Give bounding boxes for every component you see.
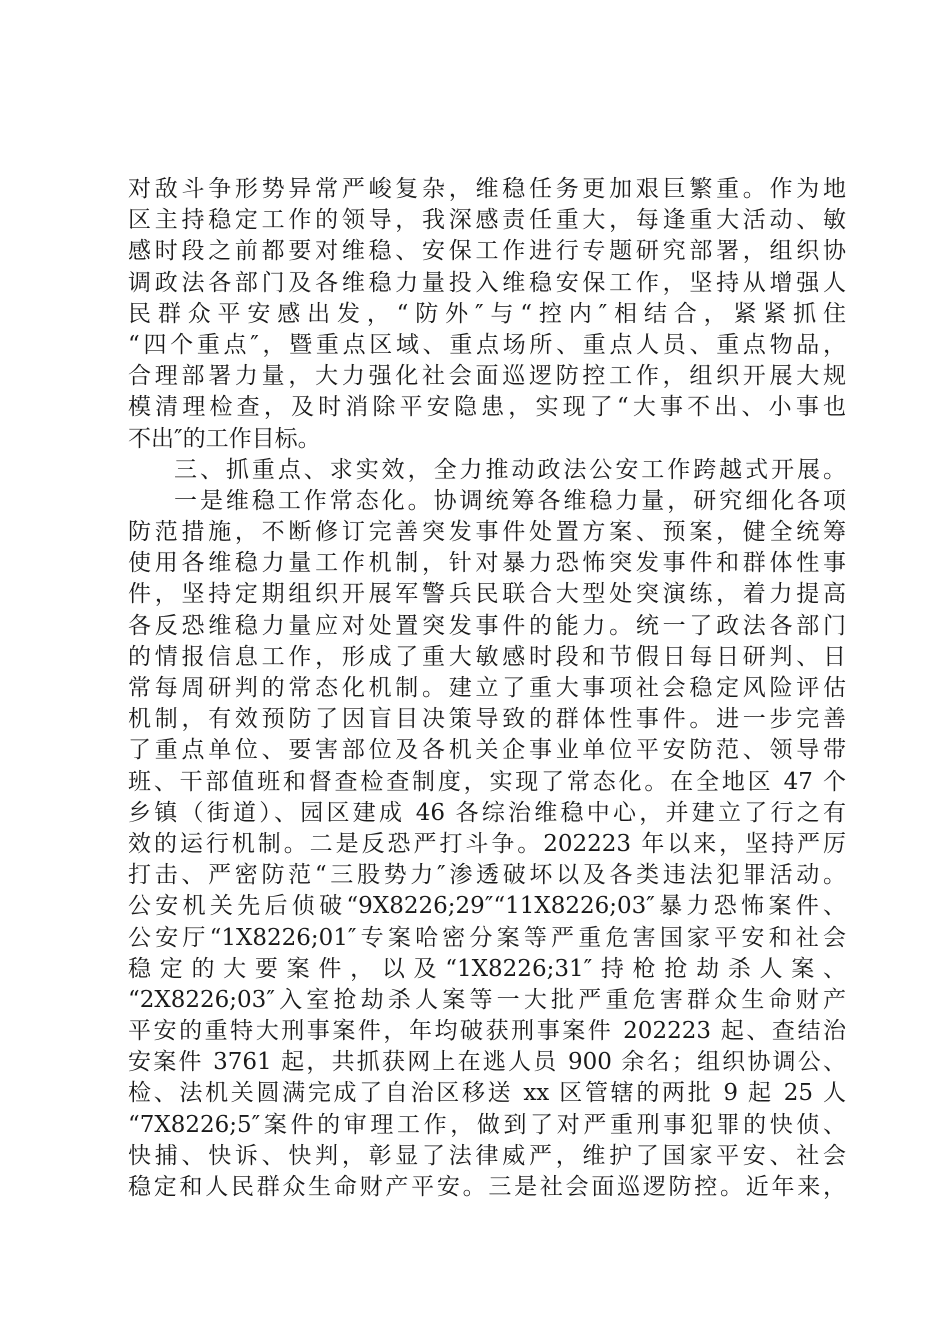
text-line: 稳定和人民群众生命财产平安。三是社会面巡逻防控。近年来， xyxy=(128,1174,846,1200)
text-line: 民群众平安感出发，“防外″与“控内″相结合，紧紧抓住 xyxy=(128,300,846,327)
text-line: 使用各维稳力量工作机制，针对暴力恐怖突发事件和群体性事 xyxy=(128,550,846,577)
document-page xyxy=(128,174,846,1203)
text-line: 区主持稳定工作的领导，我深感责任重大，每逢重大活动、敏 xyxy=(128,207,846,234)
text-line: 效的运行机制。二是反恐严打斗争。202223 年以来，坚持严厉 xyxy=(128,830,846,857)
text-line: 件，坚持定期组织开展军警兵民联合大型处突演练，着力提高 xyxy=(128,581,846,608)
text-line: 稳定的大要案件，以及“1X8226;31″持枪抢劫杀人案、 xyxy=(128,955,846,982)
text-line: 打击、严密防范“三股势力″渗透破坏以及各类违法犯罪活动。 xyxy=(128,862,846,889)
text-line: 各反恐维稳力量应对处置突发事件的能力。统一了政法各部门 xyxy=(128,612,846,639)
text-line: “四个重点″，暨重点区域、重点场所、重点人员、重点物品， xyxy=(128,331,846,358)
section-heading: 三、抓重点、求实效，全力推动政法公安工作跨越式开展。 xyxy=(174,456,846,483)
text-line: 班、干部值班和督查检查制度，实现了常态化。在全地区 47 个 xyxy=(128,768,846,795)
text-line: 对敌斗争形势异常严峻复杂，维稳任务更加艰巨繁重。作为地 xyxy=(128,176,846,202)
text-line: 一是维稳工作常态化。协调统筹各维稳力量，研究细化各项 xyxy=(174,487,846,514)
text-line: 公安厅“1X8226;01″专案哈密分案等严重危害国家平安和社会 xyxy=(128,924,846,951)
text-line: “2X8226;03″入室抢劫杀人案等一大批严重危害群众生命财产 xyxy=(128,986,846,1013)
text-line: 检、法机关圆满完成了自治区移送 xx 区管辖的两批 9 起 25 人 xyxy=(128,1080,846,1107)
text-line: 不出″的工作目标。 xyxy=(128,425,321,452)
text-line: 合理部署力量，大力强化社会面巡逻防控工作，组织开展大规 xyxy=(128,363,846,390)
text-line: “7X8226;5″案件的审理工作，做到了对严重刑事犯罪的快侦、 xyxy=(128,1111,846,1138)
text-line: 感时段之前都要对维稳、安保工作进行专题研究部署，组织协 xyxy=(128,238,846,265)
text-line: 常每周研判的常态化机制。建立了重大事项社会稳定风险评估 xyxy=(128,675,846,701)
text-line: 了重点单位、要害部位及各机关企事业单位平安防范、领导带 xyxy=(128,737,846,764)
text-line: 的情报信息工作，形成了重大敏感时段和节假日每日研判、日 xyxy=(128,643,846,670)
text-line: 快捕、快诉、快判，彰显了法律威严，维护了国家平安、社会 xyxy=(128,1142,846,1169)
text-line: 乡镇（街道）、园区建成 46 各综治维稳中心，并建立了行之有 xyxy=(128,799,846,826)
text-line: 公安机关先后侦破“9X8226;29″“11X8226;03″暴力恐怖案件、 xyxy=(128,893,846,920)
text-line: 调政法各部门及各维稳力量投入维稳安保工作，坚持从增强人 xyxy=(128,269,846,296)
text-line: 防范措施，不断修订完善突发事件处置方案、预案，健全统筹 xyxy=(128,519,846,546)
text-line: 安案件 3761 起，共抓获网上在逃人员 900 余名；组织协调公、 xyxy=(128,1049,846,1076)
text-line: 机制，有效预防了因盲目决策导致的群体性事件。进一步完善 xyxy=(128,706,846,733)
text-line: 平安的重特大刑事案件，年均破获刑事案件 202223 起、查结治 xyxy=(128,1018,846,1045)
text-line: 模清理检查，及时消除平安隐患，实现了“大事不出、小事也 xyxy=(128,394,846,421)
